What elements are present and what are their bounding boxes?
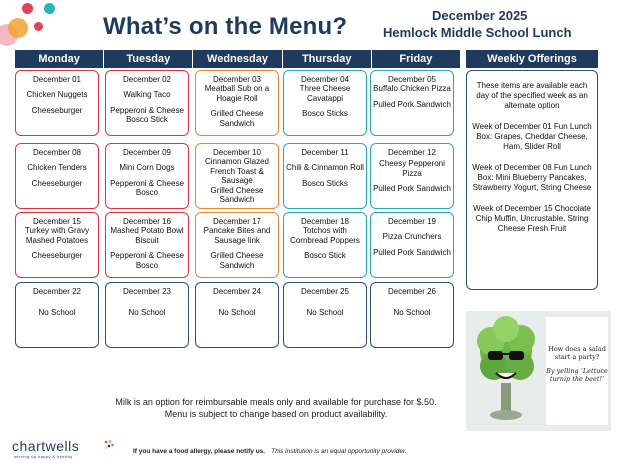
cell-alt: Pepperoni & Cheese Bosco xyxy=(110,251,184,270)
cell-date: December 22 xyxy=(32,287,82,296)
offerings-week-1: Week of December 01 Fun Lunch Box: Grapes, Cheddar Cheese, Ham, Slider Roll xyxy=(472,122,592,151)
cell-date: December 04 xyxy=(300,75,350,84)
menu-month: December 2025 xyxy=(432,8,528,23)
school-name: Hemlock Middle School Lunch xyxy=(383,25,572,40)
chartwells-logo xyxy=(12,438,122,460)
menu-cell xyxy=(15,282,99,348)
menu-cell xyxy=(370,143,454,209)
cell-main: No School xyxy=(38,308,76,318)
menu-cell xyxy=(195,143,279,209)
cell-main: Meatball Sub on a Hoagie Roll xyxy=(204,84,270,103)
weekday-header xyxy=(15,50,460,68)
cell-alt: Cheeseburger xyxy=(31,105,83,115)
cell-date: December 05 xyxy=(387,75,437,84)
offerings-week-2: Week of December 08 Fun Lunch Box: Mini Blueberry Pancakes, Strawberry Yogurt, String Cheese xyxy=(472,163,592,192)
offerings-week-3: Week of December 15 Chocolate Chip Muffin, Uncrustable, String Cheese Fresh Fruit xyxy=(473,204,591,233)
cell-alt: Pulled Pork Sandwich xyxy=(373,184,451,194)
weekly-offerings-box xyxy=(466,70,598,290)
menu-cell xyxy=(195,212,279,278)
joke-question: How does a salad start a party? xyxy=(548,345,606,361)
menu-cell xyxy=(15,143,99,209)
menu-cell xyxy=(195,70,279,136)
cell-main: Totchos with Cornbread Poppers xyxy=(290,226,360,245)
cell-alt: Bosco Sticks xyxy=(302,109,348,119)
cell-alt: Grilled Cheese Sandwich xyxy=(210,251,264,270)
cell-main: Walking Taco xyxy=(123,90,171,100)
menu-cell xyxy=(15,212,99,278)
cell-alt: Cheeseburger xyxy=(31,178,83,188)
dot-red-small xyxy=(34,22,43,31)
lettuce-character-icon xyxy=(466,311,546,431)
brand-tagline: serving up happy & healthy xyxy=(14,454,73,459)
dot-teal xyxy=(44,3,55,14)
menu-cell xyxy=(105,70,189,136)
menu-cell xyxy=(195,282,279,348)
cell-main: No School xyxy=(128,308,166,318)
offerings-intro: These items are available each day of the specified week as an alternate option xyxy=(476,81,588,110)
day-monday: Monday xyxy=(15,50,104,68)
salad-joke-image xyxy=(466,311,611,431)
cell-alt: Grilled Cheese Sandwich xyxy=(210,109,264,128)
day-tuesday: Tuesday xyxy=(104,50,193,68)
menu-cell xyxy=(370,212,454,278)
cell-main: No School xyxy=(393,308,431,318)
menu-cell xyxy=(370,282,454,348)
page-title: What’s on the Menu? xyxy=(103,13,348,40)
menu-cell xyxy=(15,70,99,136)
cell-date: December 01 xyxy=(32,75,82,84)
cell-date: December 18 xyxy=(300,217,350,226)
cell-main: Mashed Potato Bowl Biscuit xyxy=(110,226,184,245)
cell-main: Cheesy Pepperoni Pizza xyxy=(379,159,445,178)
menu-cell xyxy=(105,212,189,278)
menu-cell xyxy=(283,212,367,278)
menu-cell xyxy=(283,143,367,209)
cell-date: December 19 xyxy=(387,217,437,226)
cell-date: December 24 xyxy=(212,287,262,296)
cell-main: Pancake Bites and Sausage link xyxy=(203,226,271,245)
dot-red xyxy=(22,3,33,14)
decorative-dots xyxy=(0,0,70,50)
cell-date: December 26 xyxy=(387,287,437,296)
brand-name: chartwells xyxy=(12,438,80,454)
menu-cell xyxy=(105,282,189,348)
cell-date: December 02 xyxy=(122,75,172,84)
cell-date: December 15 xyxy=(32,217,82,226)
weekly-offerings-title: Weekly Offerings xyxy=(466,50,598,68)
dot-orange xyxy=(8,18,28,38)
cell-date: December 11 xyxy=(301,148,349,157)
menu-cell xyxy=(283,70,367,136)
joke-answer: By yelling ‘Lettuce turnip the beet!’ xyxy=(546,367,608,383)
cell-main: No School xyxy=(306,308,344,318)
cell-date: December 09 xyxy=(122,148,172,157)
milk-note: Milk is an option for reimbursable meals only and available for purchase for $.50. xyxy=(115,397,437,407)
cell-date: December 17 xyxy=(212,217,262,226)
cell-main: Chili & Cinnamon Roll xyxy=(286,163,364,173)
menu-cell xyxy=(283,282,367,348)
equal-opportunity-text: This institution is an equal opportunity provider. xyxy=(271,448,407,455)
day-friday: Friday xyxy=(399,53,433,65)
cell-date: December 25 xyxy=(300,287,350,296)
availability-note: Menu is subject to change based on product availability. xyxy=(164,409,388,419)
menu-cell xyxy=(370,70,454,136)
cell-main: No School xyxy=(218,308,256,318)
cell-main: Buffalo Chicken Pizza xyxy=(373,84,451,94)
cell-alt: Pulled Pork Sandwich xyxy=(373,99,451,109)
cell-main: Cinnamon Glazed French Toast & Sausage xyxy=(204,157,270,186)
cell-date: December 10 xyxy=(212,148,262,157)
cell-main: Pizza Crunchers xyxy=(382,232,442,242)
cell-date: December 03 xyxy=(212,75,262,84)
cell-date: December 23 xyxy=(122,287,172,296)
cell-alt: Bosco Stick xyxy=(304,251,346,261)
cell-main: Mini Corn Dogs xyxy=(119,163,175,173)
cell-date: December 16 xyxy=(122,217,172,226)
allergy-notice xyxy=(133,448,407,455)
brand-burst-icon xyxy=(104,440,114,450)
cell-date: December 12 xyxy=(387,148,437,157)
cell-alt: Grilled Cheese Sandwich xyxy=(210,185,264,205)
cell-alt: Pulled Pork Sandwich xyxy=(373,247,451,257)
cell-date: December 08 xyxy=(32,148,82,157)
cell-main: Chicken Tenders xyxy=(27,163,87,173)
cell-main: Turkey with Gravy Mashed Potatoes xyxy=(24,226,90,245)
cell-main: Three Cheese Cavatappi xyxy=(299,84,351,103)
menu-cell xyxy=(105,143,189,209)
cell-alt: Cheeseburger xyxy=(31,251,83,261)
day-wednesday: Wednesday xyxy=(193,50,282,68)
day-thursday: Thursday xyxy=(283,50,372,68)
joke-card xyxy=(546,317,608,425)
allergy-text: If you have a food allergy, please notify us. xyxy=(133,448,266,455)
cell-alt: Pepperoni & Cheese Bosco xyxy=(110,178,184,198)
cell-alt: Bosco Sticks xyxy=(302,178,348,188)
cell-main: Chicken Nuggets xyxy=(26,90,88,100)
cell-alt: Pepperoni & Cheese Bosco Stick xyxy=(110,105,184,125)
